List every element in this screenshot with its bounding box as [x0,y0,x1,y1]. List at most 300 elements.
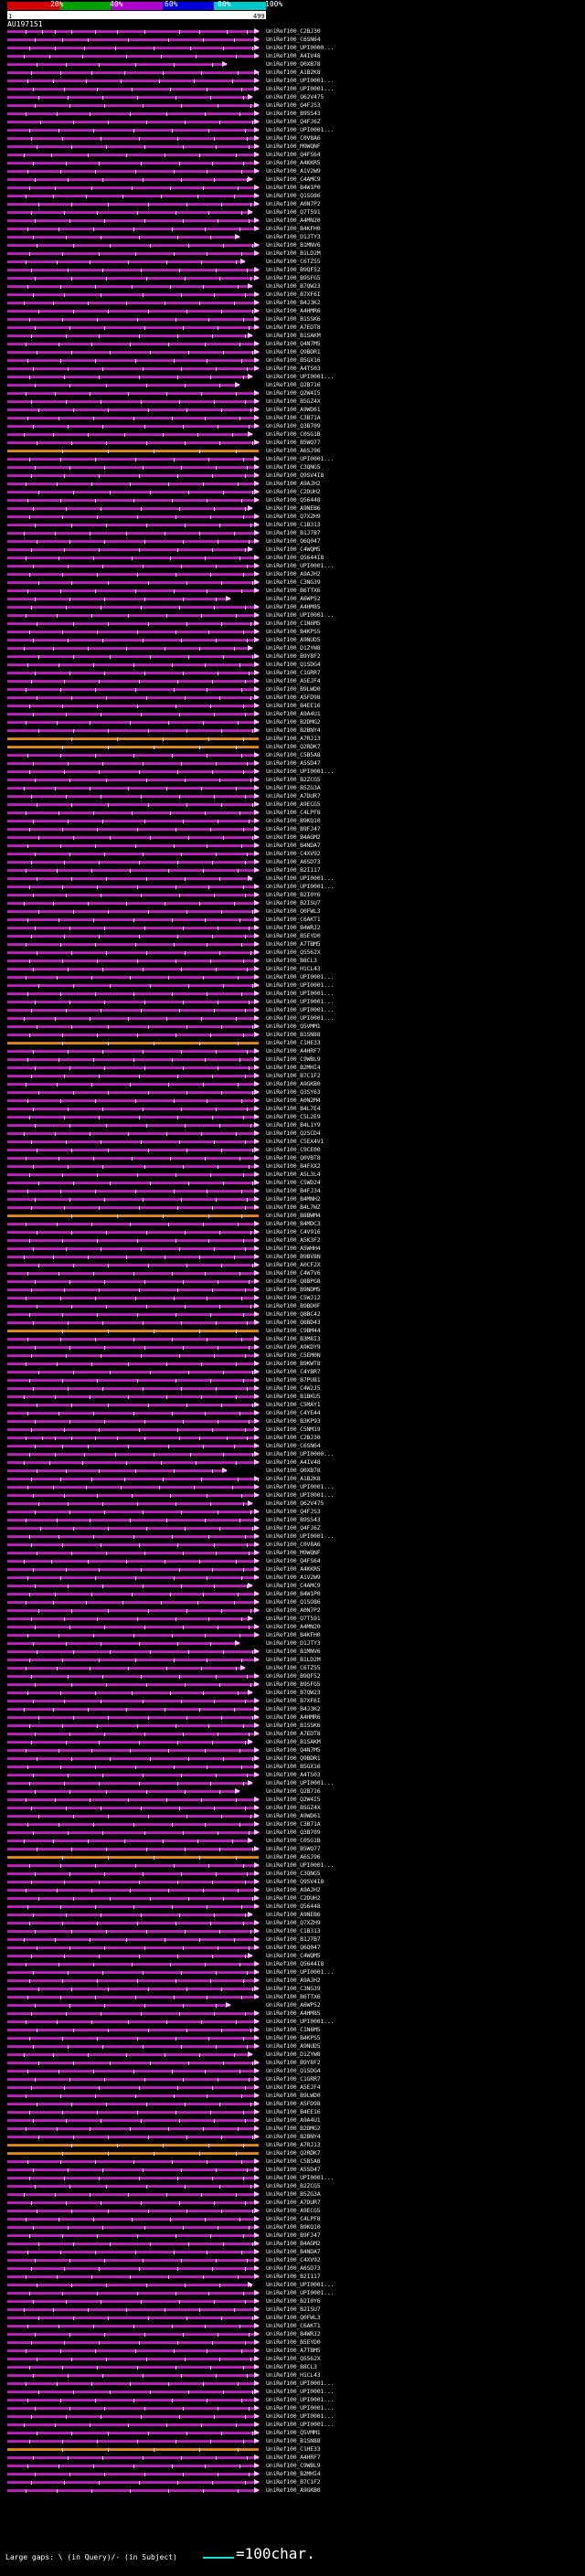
alignment-row[interactable] [0,1598,585,1606]
subject-id-label[interactable]: UniRef100_B1BKU5 [266,1393,321,1400]
alignment-row[interactable] [0,1047,585,1055]
subject-id-label[interactable]: UniRef100_A6SJ96 [266,1853,321,1860]
alignment-row[interactable] [0,529,585,537]
subject-id-label[interactable]: UniRef100_Q1SO86 [266,1598,321,1606]
subject-id-label[interactable]: UniRef100_B1LD2M [266,1656,321,1663]
alignment-row[interactable] [0,825,585,833]
alignment-row[interactable] [0,1886,585,1894]
subject-id-label[interactable]: UniRef100_H1CL43 [266,2371,321,2379]
subject-id-label[interactable]: UniRef100_D1ZYW8 [266,2051,321,2058]
subject-id-label[interactable]: UniRef100_UPI0001... [266,1779,335,1786]
subject-id-label[interactable]: UniRef100_A9A4U1 [266,2116,321,2124]
subject-id-label[interactable]: UniRef100_A1B2K8 [266,1475,321,1482]
subject-id-label[interactable]: UniRef100_C4YBR7 [266,1368,321,1375]
alignment-row[interactable] [0,1302,585,1310]
alignment-row[interactable] [0,1434,585,1442]
alignment-row[interactable] [0,1105,585,1113]
alignment-row[interactable] [0,1656,585,1664]
subject-id-label[interactable]: UniRef100_A5L3L4 [266,1171,321,1178]
alignment-row[interactable] [0,661,585,669]
alignment-row[interactable] [0,1080,585,1088]
alignment-row[interactable] [0,2026,585,2034]
alignment-row[interactable] [0,2190,585,2199]
alignment-row[interactable] [0,463,585,472]
subject-id-label[interactable]: UniRef100_C1HE33 [266,2445,321,2453]
alignment-row[interactable] [0,1787,585,1796]
alignment-row[interactable] [0,916,585,924]
alignment-row[interactable] [0,965,585,973]
subject-id-label[interactable]: UniRef100_A4KKR5 [266,1565,321,1573]
alignment-row[interactable] [0,77,585,85]
alignment-row[interactable] [0,1212,585,1220]
alignment-row[interactable] [0,406,585,414]
subject-id-label[interactable]: UniRef100_Q3B709 [266,422,321,429]
subject-id-label[interactable]: UniRef100_C4XV92 [266,850,321,857]
alignment-row[interactable] [0,439,585,447]
subject-id-label[interactable]: UniRef100_A5SD47 [266,2166,321,2173]
alignment-row[interactable] [0,447,585,455]
alignment-row[interactable] [0,2297,585,2306]
alignment-row[interactable] [0,472,585,480]
subject-id-label[interactable]: UniRef100_Q2W4I5 [266,1796,321,1803]
alignment-row[interactable] [0,69,585,77]
subject-id-label[interactable]: UniRef100_C5WJ12 [266,1294,321,1301]
alignment-row[interactable] [0,2141,585,2149]
alignment-row[interactable] [0,718,585,726]
alignment-row[interactable] [0,1335,585,1343]
alignment-row[interactable] [0,2034,585,2042]
subject-id-label[interactable]: UniRef100_B4NDA7 [266,842,321,849]
subject-id-label[interactable]: UniRef100_A4HM85 [266,2009,321,2017]
subject-id-label[interactable]: UniRef100_A5SD47 [266,759,321,767]
alignment-row[interactable] [0,702,585,710]
alignment-row[interactable] [0,735,585,743]
alignment-row[interactable] [0,2445,585,2454]
subject-id-label[interactable]: UniRef100_B6TTX6 [266,587,321,594]
subject-id-label[interactable]: UniRef100_UPI0001... [266,883,335,890]
alignment-row[interactable] [0,488,585,496]
subject-id-label[interactable]: UniRef100_C9WBL9 [266,1055,321,1063]
alignment-row[interactable] [0,1088,585,1097]
alignment-row[interactable] [0,883,585,891]
alignment-row[interactable] [0,365,585,373]
alignment-row[interactable] [0,792,585,800]
alignment-row[interactable] [0,2149,585,2157]
alignment-row[interactable] [0,1532,585,1541]
alignment-row[interactable] [0,809,585,817]
subject-id-label[interactable]: UniRef100_Q6Q047 [266,537,321,545]
subject-id-label[interactable]: UniRef100_UPI0000... [266,1450,335,1458]
alignment-row[interactable] [0,1121,585,1129]
subject-id-label[interactable]: UniRef100_A9AJH2 [266,480,321,487]
alignment-row[interactable] [0,1722,585,1730]
alignment-row[interactable] [0,93,585,101]
subject-id-label[interactable]: UniRef100_C5MAY1 [266,1401,321,1408]
alignment-row[interactable] [0,1549,585,1557]
alignment-row[interactable] [0,1903,585,1911]
subject-id-label[interactable]: UniRef100_B1MNV6 [266,1648,321,1655]
alignment-row[interactable] [0,1269,585,1277]
alignment-row[interactable] [0,340,585,348]
subject-id-label[interactable]: UniRef100_C6AKT1 [266,916,321,923]
alignment-row[interactable] [0,620,585,628]
alignment-row[interactable] [0,2338,585,2347]
alignment-row[interactable] [0,422,585,430]
alignment-row[interactable] [0,1129,585,1138]
subject-id-label[interactable]: UniRef100_B2BNY4 [266,2133,321,2140]
subject-id-label[interactable]: UniRef100_Q1SO86 [266,192,321,199]
alignment-row[interactable] [0,907,585,916]
alignment-row[interactable] [0,2240,585,2248]
subject-id-label[interactable]: UniRef100_Q5562X [266,2355,321,2362]
subject-id-label[interactable]: UniRef100_C3QNG5 [266,463,321,471]
alignment-row[interactable] [0,833,585,842]
subject-id-label[interactable]: UniRef100_C1HE33 [266,1039,321,1046]
alignment-row[interactable] [0,1935,585,1944]
alignment-row[interactable] [0,496,585,504]
alignment-row[interactable] [0,1072,585,1080]
alignment-row[interactable] [0,36,585,44]
alignment-row[interactable] [0,866,585,875]
subject-id-label[interactable]: UniRef100_C9BM44 [266,1327,321,1334]
subject-id-label[interactable]: UniRef100_Q8BPG8 [266,1277,321,1285]
subject-id-label[interactable]: UniRef100_UPI0001... [266,2281,335,2288]
subject-id-label[interactable]: UniRef100_Q0FWL3 [266,2314,321,2321]
alignment-row[interactable] [0,636,585,644]
alignment-row[interactable] [0,1968,585,1977]
alignment-row[interactable] [0,60,585,69]
alignment-row[interactable] [0,1228,585,1236]
alignment-row[interactable] [0,1500,585,1508]
subject-id-label[interactable]: UniRef100_UPI0001... [266,1861,335,1869]
alignment-row[interactable] [0,2314,585,2322]
alignment-row[interactable] [0,2322,585,2330]
subject-id-label[interactable]: UniRef100_B9SS43 [266,110,321,117]
subject-id-label[interactable]: UniRef100_B9BD0F [266,1302,321,1309]
subject-id-label[interactable]: UniRef100_A9ECG5 [266,800,321,808]
alignment-row[interactable] [0,1352,585,1360]
alignment-row[interactable] [0,241,585,249]
subject-id-label[interactable]: UniRef100_A9KDY9 [266,1343,321,1351]
subject-id-label[interactable]: UniRef100_B5ZG3A [266,784,321,791]
subject-id-label[interactable]: UniRef100_UPI0001... [266,126,335,133]
alignment-row[interactable] [0,159,585,167]
alignment-row[interactable] [0,1203,585,1212]
subject-id-label[interactable]: UniRef100_Q1SDG4 [266,2067,321,2074]
alignment-row[interactable] [0,2059,585,2067]
subject-id-label[interactable]: UniRef100_C3NG39 [266,578,321,586]
alignment-row[interactable] [0,1812,585,1820]
subject-id-label[interactable]: UniRef100_B4KFH0 [266,225,321,232]
alignment-row[interactable] [0,924,585,932]
subject-id-label[interactable]: UniRef100_A7EDT8 [266,1730,321,1737]
subject-id-label[interactable]: UniRef100_Q4FJS3 [266,101,321,109]
subject-id-label[interactable]: UniRef100_Q0FWL3 [266,907,321,915]
subject-id-label[interactable]: UniRef100_A1V2W9 [266,1574,321,1581]
alignment-row[interactable] [0,1138,585,1146]
alignment-row[interactable] [0,776,585,784]
subject-id-label[interactable]: UniRef100_C1N6M5 [266,620,321,627]
subject-id-label[interactable]: UniRef100_B9KQ10 [266,2223,321,2231]
subject-id-label[interactable]: UniRef100_A0N7P2 [266,1606,321,1614]
alignment-row[interactable] [0,1360,585,1368]
subject-id-label[interactable]: UniRef100_Q56448 [266,1903,321,1910]
alignment-row[interactable] [0,644,585,652]
subject-id-label[interactable]: UniRef100_Q4N7M5 [266,340,321,347]
subject-id-label[interactable]: UniRef100_C4AMC9 [266,1582,321,1589]
subject-id-label[interactable]: UniRef100_C1N6M5 [266,2026,321,2033]
subject-id-label[interactable]: UniRef100_B1SAKM [266,332,321,339]
alignment-row[interactable] [0,1343,585,1352]
subject-id-label[interactable]: UniRef100_UPI0001... [266,998,335,1005]
alignment-row[interactable] [0,2437,585,2445]
subject-id-label[interactable]: UniRef100_B4EE16 [266,702,321,709]
subject-id-label[interactable]: UniRef100_B7QW23 [266,1689,321,1696]
alignment-row[interactable] [0,1754,585,1763]
subject-id-label[interactable]: UniRef100_A9NEB6 [266,1911,321,1918]
alignment-row[interactable] [0,381,585,389]
subject-id-label[interactable]: UniRef100_B5WQ77 [266,439,321,446]
alignment-row[interactable] [0,1615,585,1623]
subject-id-label[interactable]: UniRef100_B9NDM5 [266,1286,321,1293]
subject-id-label[interactable]: UniRef100_UPI0001... [266,2018,335,2025]
subject-id-label[interactable]: UniRef100_UPI0001... [266,2404,335,2412]
alignment-row[interactable] [0,973,585,981]
alignment-row[interactable] [0,217,585,225]
alignment-row[interactable] [0,2009,585,2018]
alignment-row[interactable] [0,1039,585,1047]
subject-id-label[interactable]: UniRef100_Q4FJS3 [266,1508,321,1515]
subject-id-label[interactable]: UniRef100_C4WQM5 [266,546,321,553]
alignment-row[interactable] [0,1779,585,1787]
alignment-row[interactable] [0,282,585,291]
subject-id-label[interactable]: UniRef100_UPI0001... [266,973,335,981]
subject-id-label[interactable]: UniRef100_B2BNY4 [266,726,321,734]
alignment-row[interactable] [0,1195,585,1203]
alignment-row[interactable] [0,817,585,825]
subject-id-label[interactable]: UniRef100_B2ZCG5 [266,776,321,783]
subject-id-label[interactable]: UniRef100_UPI0001... [266,77,335,84]
alignment-row[interactable] [0,562,585,570]
alignment-row[interactable] [0,2256,585,2264]
subject-id-label[interactable]: UniRef100_C6SN64 [266,36,321,43]
subject-id-label[interactable]: UniRef100_B4L7E4 [266,1105,321,1112]
subject-id-label[interactable]: UniRef100_B4FXX2 [266,1162,321,1170]
alignment-row[interactable] [0,2051,585,2059]
alignment-row[interactable] [0,1516,585,1524]
alignment-row[interactable] [0,2125,585,2133]
alignment-row[interactable] [0,751,585,759]
alignment-row[interactable] [0,1031,585,1039]
subject-id-label[interactable]: UniRef100_B5GZ4X [266,1804,321,1811]
alignment-row[interactable] [0,1097,585,1105]
alignment-row[interactable] [0,759,585,768]
alignment-row[interactable] [0,1746,585,1754]
alignment-row[interactable] [0,1261,585,1269]
subject-id-label[interactable]: UniRef100_B2I117 [266,2273,321,2280]
alignment-row[interactable] [0,1689,585,1697]
alignment-row[interactable] [0,570,585,578]
alignment-row[interactable] [0,1557,585,1565]
alignment-row[interactable] [0,414,585,422]
alignment-row[interactable] [0,685,585,694]
alignment-row[interactable] [0,2486,585,2495]
alignment-row[interactable] [0,1606,585,1615]
alignment-row[interactable] [0,2371,585,2380]
subject-id-label[interactable]: UniRef100_C9WBL9 [266,2462,321,2469]
alignment-row[interactable] [0,1919,585,1927]
subject-id-label[interactable]: UniRef100_C2BJ30 [266,27,321,35]
alignment-row[interactable] [0,1064,585,1072]
alignment-row[interactable] [0,2207,585,2215]
subject-id-label[interactable]: UniRef100_A7DUR7 [266,2199,321,2206]
subject-id-label[interactable]: UniRef100_C4WQM5 [266,1952,321,1959]
subject-id-label[interactable]: UniRef100_A9GKB0 [266,1080,321,1087]
subject-id-label[interactable]: UniRef100_B1J7B7 [266,1935,321,1943]
subject-id-label[interactable]: UniRef100_UPI0001... [266,875,335,882]
alignment-row[interactable] [0,1253,585,1261]
subject-id-label[interactable]: UniRef100_C6TZ55 [266,1664,321,1671]
alignment-row[interactable] [0,1853,585,1861]
subject-id-label[interactable]: UniRef100_B2I117 [266,866,321,874]
alignment-row[interactable] [0,2470,585,2478]
alignment-row[interactable] [0,126,585,134]
alignment-row[interactable] [0,2478,585,2486]
alignment-row[interactable] [0,1582,585,1590]
alignment-row[interactable] [0,2421,585,2429]
subject-id-label[interactable]: UniRef100_Q7XZH9 [266,513,321,520]
alignment-row[interactable] [0,348,585,356]
alignment-row[interactable] [0,595,585,603]
subject-id-label[interactable]: UniRef100_C5WD24 [266,1179,321,1186]
alignment-row[interactable] [0,1977,585,1985]
subject-id-label[interactable]: UniRef100_C5B5A8 [266,2157,321,2165]
alignment-row[interactable] [0,167,585,175]
alignment-row[interactable] [0,2454,585,2462]
alignment-row[interactable] [0,307,585,315]
alignment-row[interactable] [0,1927,585,1935]
subject-id-label[interactable]: UniRef100_UPI0000... [266,44,335,51]
alignment-row[interactable] [0,143,585,151]
subject-id-label[interactable]: UniRef100_B9Y8F2 [266,2059,321,2066]
subject-id-label[interactable]: UniRef100_M9WQNF [266,1549,321,1556]
alignment-row[interactable] [0,175,585,184]
alignment-row[interactable] [0,2092,585,2100]
alignment-row[interactable] [0,249,585,258]
alignment-row[interactable] [0,1023,585,1031]
subject-id-label[interactable]: UniRef100_Q5VMM1 [266,2429,321,2436]
subject-id-label[interactable]: UniRef100_B4KPS5 [266,2034,321,2041]
alignment-row[interactable] [0,1911,585,1919]
subject-id-label[interactable]: UniRef100_B1SN88 [266,1031,321,1038]
alignment-row[interactable] [0,1861,585,1870]
subject-id-label[interactable]: UniRef100_B4NDA7 [266,2248,321,2255]
alignment-row[interactable] [0,932,585,940]
alignment-row[interactable] [0,2042,585,2051]
alignment-row[interactable] [0,1327,585,1335]
alignment-row[interactable] [0,1705,585,1713]
alignment-row[interactable] [0,981,585,990]
alignment-row[interactable] [0,27,585,36]
alignment-row[interactable] [0,652,585,661]
subject-id-label[interactable]: UniRef100_Q62V475 [266,93,324,101]
alignment-row[interactable] [0,2264,585,2273]
subject-id-label[interactable]: UniRef100_B1SSK6 [266,1722,321,1729]
subject-id-label[interactable]: UniRef100_B4EE16 [266,2108,321,2115]
alignment-row[interactable] [0,2075,585,2083]
alignment-row[interactable] [0,1467,585,1475]
subject-id-label[interactable]: UniRef100_A0N7P2 [266,200,321,207]
subject-id-label[interactable]: UniRef100_Q3SY63 [266,1088,321,1096]
alignment-row[interactable] [0,669,585,677]
alignment-row[interactable] [0,850,585,858]
subject-id-label[interactable]: UniRef100_B2MHI4 [266,2470,321,2477]
subject-id-label[interactable]: UniRef100_C4YE44 [266,1409,321,1416]
alignment-row[interactable] [0,784,585,792]
alignment-row[interactable] [0,899,585,907]
alignment-row[interactable] [0,1697,585,1705]
subject-id-label[interactable]: UniRef100_C4W2J5 [266,1384,321,1392]
alignment-row[interactable] [0,200,585,208]
alignment-row[interactable] [0,2166,585,2174]
alignment-row[interactable] [0,1393,585,1401]
subject-id-label[interactable]: UniRef100_A9NEB6 [266,504,321,512]
subject-id-label[interactable]: UniRef100_B1SN88 [266,2437,321,2444]
subject-id-label[interactable]: UniRef100_Q3B709 [266,1829,321,1836]
subject-id-label[interactable]: UniRef100_A7TBM5 [266,2347,321,2354]
alignment-row[interactable] [0,1187,585,1195]
subject-id-label[interactable]: UniRef100_C4AMC9 [266,175,321,183]
subject-id-label[interactable]: UniRef100_D1ZYW8 [266,644,321,652]
alignment-row[interactable] [0,2429,585,2437]
subject-id-label[interactable]: UniRef100_B8BWM4 [266,1212,321,1219]
alignment-row[interactable] [0,1713,585,1722]
alignment-row[interactable] [0,694,585,702]
alignment-row[interactable] [0,628,585,636]
subject-id-label[interactable]: UniRef100_B2MHI4 [266,1064,321,1071]
alignment-row[interactable] [0,1944,585,1952]
subject-id-label[interactable]: UniRef100_B5GX16 [266,356,321,364]
subject-id-label[interactable]: UniRef100_B5ZG3A [266,2190,321,2198]
alignment-row[interactable] [0,2083,585,2092]
subject-id-label[interactable]: UniRef100_Q2B716 [266,381,321,388]
subject-id-label[interactable]: UniRef100_B5EYD0 [266,2338,321,2346]
subject-id-label[interactable]: UniRef100_B4L1Y9 [266,1121,321,1129]
subject-id-label[interactable]: UniRef100_B5GX16 [266,1763,321,1770]
subject-id-label[interactable]: UniRef100_A9AJH2 [266,1977,321,1984]
alignment-row[interactable] [0,1960,585,1968]
alignment-row[interactable] [0,2330,585,2338]
subject-id-label[interactable]: UniRef100_A4HRF7 [266,2454,321,2461]
alignment-row[interactable] [0,1014,585,1023]
subject-id-label[interactable]: UniRef100_D1JTY3 [266,233,321,240]
subject-id-label[interactable]: UniRef100_A5K3F2 [266,1236,321,1244]
alignment-row[interactable] [0,2018,585,2026]
alignment-row[interactable] [0,398,585,406]
alignment-row[interactable] [0,1796,585,1804]
subject-id-label[interactable]: UniRef100_B9KWT8 [266,1360,321,1367]
subject-id-label[interactable]: UniRef100_B2ISU7 [266,899,321,906]
alignment-row[interactable] [0,1524,585,1532]
alignment-row[interactable] [0,118,585,126]
subject-id-label[interactable]: UniRef100_A6WP52 [266,595,321,602]
alignment-row[interactable] [0,323,585,332]
subject-id-label[interactable]: UniRef100_A7RJ13 [266,735,321,742]
alignment-row[interactable] [0,1952,585,1960]
subject-id-label[interactable]: UniRef100_A9ECG5 [266,2207,321,2214]
alignment-row[interactable] [0,2281,585,2289]
subject-id-label[interactable]: UniRef100_UPI0001... [266,2388,335,2395]
